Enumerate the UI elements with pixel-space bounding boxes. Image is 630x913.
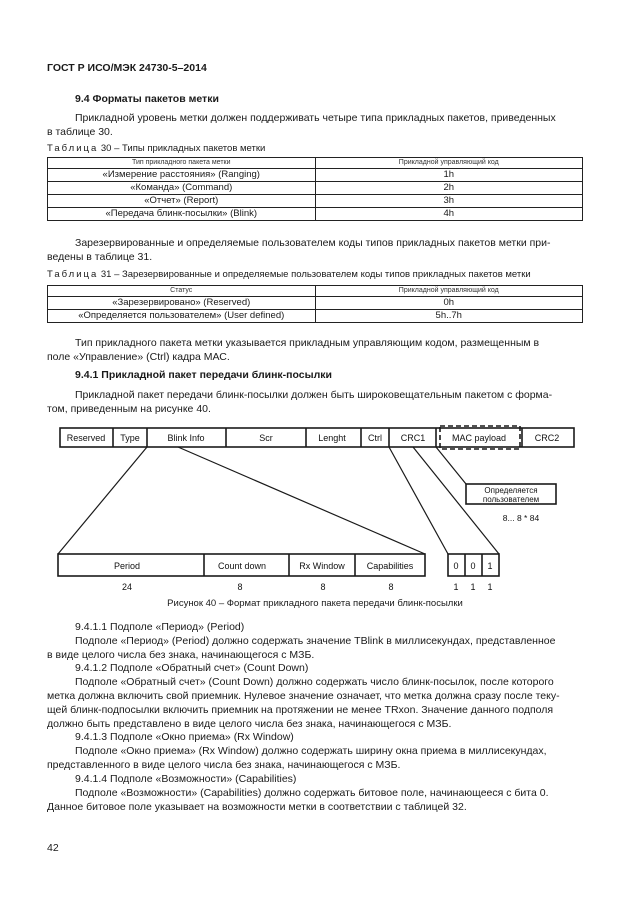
table-header-cell: Прикладной управляющий код xyxy=(315,158,583,169)
expansion-line xyxy=(436,447,466,484)
table-cell: 4h xyxy=(315,208,583,221)
figure-40-caption: Рисунок 40 – Формат прикладного пакета передачи блинк-посылки xyxy=(167,598,463,609)
table-30-caption xyxy=(47,143,265,154)
paragraph-line: Данное битовое поле указывает на возможности метки в соответствии с таблицей 32. xyxy=(47,801,467,813)
paragraph-line: Подполе «Окно приема» (Rx Window) должно содержать ширину окна приема в миллисекундах, xyxy=(75,745,547,757)
expansion-line xyxy=(58,447,147,554)
size-label: 24 xyxy=(121,582,133,592)
expansion-line xyxy=(178,447,425,554)
paragraph-line: Подполе «Обратный счет» (Count Down) должно содержать число блинк-посылок, после которого xyxy=(75,676,554,688)
table-header-cell: Прикладной управляющий код xyxy=(315,286,583,297)
table-row xyxy=(48,297,583,310)
size-label: 8 xyxy=(320,582,326,592)
caption-label: Таблица xyxy=(47,143,99,154)
field-capabilities: Capabilities xyxy=(366,561,414,571)
document-header: ГОСТ Р ИСО/МЭК 24730-5–2014 xyxy=(47,62,207,74)
table-header-row xyxy=(48,286,583,297)
subsection-heading: 9.4.1.1 Подполе «Период» (Period) xyxy=(75,621,245,633)
table-header-cell: Статус xyxy=(48,286,316,297)
bit-value: 0 xyxy=(453,561,459,571)
bit-value: 1 xyxy=(487,561,493,571)
table-header-cell: Тип прикладного пакета метки xyxy=(48,158,316,169)
table-cell: 5h..7h xyxy=(315,310,583,323)
table-cell: «Определяется пользователем» (User defined) xyxy=(48,310,316,323)
table-cell: 1h xyxy=(315,169,583,182)
caption-text: 30 – Типы прикладных пакетов метки xyxy=(98,143,266,154)
field-type: Type xyxy=(120,433,140,443)
payload-size-label: 8... 8 * 84 xyxy=(502,513,540,523)
paragraph-line: ведены в таблице 31. xyxy=(47,251,153,263)
field-ctrl: Ctrl xyxy=(368,433,382,443)
bit-size-label: 1 xyxy=(487,582,493,592)
table-row xyxy=(48,195,583,208)
table-cell: 2h xyxy=(315,182,583,195)
table-cell: 3h xyxy=(315,195,583,208)
field-mac-payload: MAC payload xyxy=(451,433,507,443)
field-crc1: CRC1 xyxy=(400,433,426,443)
table-31-caption xyxy=(47,269,531,280)
field-length: Lenght xyxy=(318,433,346,443)
table-cell: «Передача блинк-посылки» (Blink) xyxy=(48,208,316,221)
size-label: 8 xyxy=(237,582,243,592)
subsection-heading: 9.4.1.3 Подполе «Окно приема» (Rx Window) xyxy=(75,731,294,743)
table-row xyxy=(48,169,583,182)
paragraph-line: Прикладной уровень метки должен поддерживать четыре типа прикладных пакетов, приведенных xyxy=(75,112,556,124)
bit-size-label: 1 xyxy=(453,582,459,592)
paragraph-line: метка должна включить свой приемник. Нулевое значение означает, что метка должна сразу после теку- xyxy=(47,690,560,702)
field-period: Period xyxy=(113,561,141,571)
user-defined-label: Определяется xyxy=(484,486,538,495)
paragraph-line: в таблице 30. xyxy=(47,126,113,138)
bit-size-label: 1 xyxy=(470,582,476,592)
figure-40-diagram xyxy=(0,420,630,595)
size-label: 8 xyxy=(388,582,394,592)
table-cell: «Измерение расстояния» (Ranging) xyxy=(48,169,316,182)
section-title-9-4-1: 9.4.1 Прикладной пакет передачи блинк-посылки xyxy=(75,369,332,381)
caption-label: Таблица xyxy=(47,269,99,280)
paragraph-line: должно быть представлено в виде целого числа без знака, начинающегося с МЗБ. xyxy=(47,718,452,730)
table-cell: «Зарезервировано» (Reserved) xyxy=(48,297,316,310)
paragraph-line: Подполе «Период» (Period) должно содержать значение TBlink в миллисекундах, представленное xyxy=(75,635,556,647)
table-header-row xyxy=(48,158,583,169)
section-title-9-4: 9.4 Форматы пакетов метки xyxy=(75,93,219,105)
table-31 xyxy=(47,285,583,323)
table-cell: «Отчет» (Report) xyxy=(48,195,316,208)
bit-value: 0 xyxy=(470,561,476,571)
table-cell: 0h xyxy=(315,297,583,310)
paragraph-line: в виде целого числа без знака, начинающегося с МЗБ. xyxy=(47,649,315,661)
paragraph-line: представленного в виде целого числа без знака, начинающегося с МЗБ. xyxy=(47,759,401,771)
table-cell: «Команда» (Command) xyxy=(48,182,316,195)
table-30 xyxy=(47,157,583,221)
caption-text: 31 – Зарезервированные и определяемые пользователем коды типов прикладных пакетов метки xyxy=(98,269,531,280)
field-scr: Scr xyxy=(259,433,273,443)
paragraph-line: Тип прикладного пакета метки указывается прикладным управляющим кодом, размещенным в xyxy=(75,337,540,349)
table-row xyxy=(48,182,583,195)
field-reserved: Reserved xyxy=(66,433,106,443)
field-rx-window: Rx Window xyxy=(299,561,345,571)
subsection-heading: 9.4.1.2 Подполе «Обратный счет» (Count Down) xyxy=(75,662,309,674)
field-count-down: Count down xyxy=(217,561,267,571)
paragraph-line: Прикладной пакет передачи блинк-посылки должен быть широковещательным пакетом с форма- xyxy=(75,389,553,401)
expansion-line xyxy=(389,447,448,554)
paragraph-line: Подполе «Возможности» (Capabilities) должно содержать битовое поле, начинающееся с бита 0. xyxy=(75,787,549,799)
table-row xyxy=(48,310,583,323)
field-crc2: CRC2 xyxy=(534,433,560,443)
subsection-heading: 9.4.1.4 Подполе «Возможности» (Capabilities) xyxy=(75,773,297,785)
table-row xyxy=(48,208,583,221)
field-blink-info: Blink Info xyxy=(167,433,205,443)
paragraph-line: том, приведенным на рисунке 40. xyxy=(47,403,211,415)
user-defined-label: пользователем xyxy=(482,495,540,504)
page-number: 42 xyxy=(47,842,59,854)
paragraph-line: щей блинк-подпосылки включить приемник на протяжении не менее TRxon. Значение данного подполя xyxy=(47,704,554,716)
paragraph-line: Зарезервированные и определяемые пользователем коды типов прикладных пакетов метки при- xyxy=(75,237,551,249)
paragraph-line: поле «Управление» (Ctrl) кадра МАС. xyxy=(47,351,230,363)
